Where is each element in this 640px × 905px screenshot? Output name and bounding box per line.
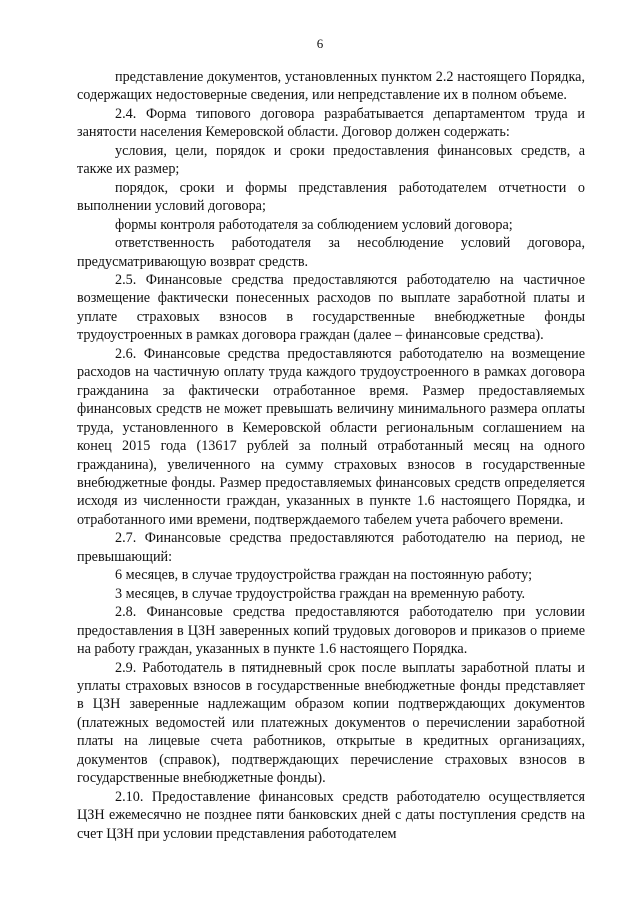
list-item-responsibility: ответственность работодателя за несоблюдение условий договора, предусматривающую возврат средств. [77,235,585,270]
paragraph-2-6: 2.6. Финансовые средства предоставляются работодателю на возмещение расходов на частичную оплату труда каждого трудоустроенного в рамках договора гражданина за фактически отработанное время. Размер предоставляемых финансовых средств не может превышать величину минимального размера оплаты труда, установленного в Кемеровской области региональным соглашением на конец 2015 года (13617 рублей за полный отработанный месяц на одного гражданина), увеличенного на сумму страховых взносов в государственные внебюджетные фонды. Размер предоставляемых финансовых средств определяется исходя из численности граждан, указанных в пункте 1.6 настоящего Порядка, и отработанного ими времени, подтверждаемого табелем учета рабочего времени. [77,345,585,528]
paragraph-2-8: 2.8. Финансовые средства предоставляются работодателю при условии предоставления в ЦЗН заверенных копий трудовых договоров и приказов о приеме на работу граждан, указанных в пункте 1.6 настоящего Порядка. [77,604,585,658]
paragraph-2-9: 2.9. Работодатель в пятидневный срок после выплаты заработной платы и уплаты страховых взносов в государственные внебюджетные фонды представляет в ЦЗН заверенные надлежащим образом копии подтверждающих документов (платежных ведомостей или платежных документов о перечислении заработной платы на лицевые счета работников, открытые в кредитных организациях, документов (справок), подтверждающих перечисление страховых взносов в государственные внебюджетные фонды). [77,659,585,787]
paragraph-2-7: 2.7. Финансовые средства предоставляются работодателю на период, не превышающий: [77,530,585,565]
list-item-permanent-work: 6 месяцев, в случае трудоустройства граждан на постоянную работу; [115,567,533,584]
document-body [77,68,585,843]
page-number: 6 [316,36,324,51]
paragraph-2-5: 2.5. Финансовые средства предоставляются работодателю на частичное возмещение фактически понесенных расходов по выплате заработной платы и уплате страховых взносов в государственные внебюджетные фонды трудоустроенных в рамках договора граждан (далее – финансовые средства). [77,271,585,344]
paragraph-2-4: 2.4. Форма типового договора разрабатывается департаментом труда и занятости населения Кемеровской области. Договор должен содержать: [77,105,585,141]
list-item-conditions: условия, цели, порядок и сроки предоставления финансовых средств, а также их размер; [77,142,585,178]
list-item-control: формы контроля работодателя за соблюдением условий договора; [115,216,513,233]
paragraph-continuation: представление документов, установленных пунктом 2.2 настоящего Порядка, содержащих недостоверные сведения, или непредставление их в полном объеме. [77,69,585,104]
paragraph-2-10: 2.10. Предоставление финансовых средств работодателю осуществляется ЦЗН ежемесячно не позднее пяти банковских дней с даты поступления средств на счет ЦЗН при условии представления работодателем [77,788,585,842]
list-item-reporting: порядок, сроки и формы представления работодателем отчетности о выполнении условий договора; [77,179,585,215]
list-item-temporary-work: 3 месяцев, в случае трудоустройства граждан на временную работу. [115,585,526,602]
